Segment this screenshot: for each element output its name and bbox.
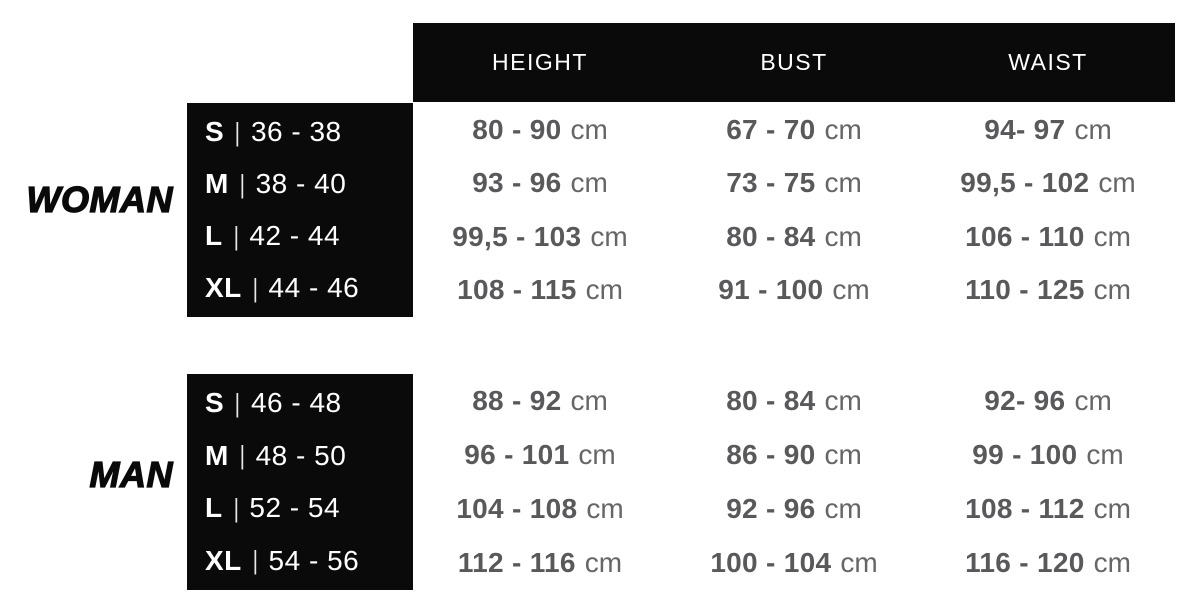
size-range: 44 - 46 [268, 272, 360, 303]
size-row [205, 106, 413, 158]
measurement-value: 73 - 75 [726, 167, 816, 199]
measurement-unit: cm [1074, 113, 1112, 145]
size-letter: S [205, 387, 225, 419]
size-letter: S [205, 116, 225, 147]
measurement-unit: cm [824, 113, 862, 145]
measurement-value: 67 - 70 [726, 113, 816, 145]
size-letter: L [205, 220, 223, 251]
measurement-value: 99 - 100 [972, 439, 1078, 470]
size-separator: | [252, 545, 258, 576]
measurement-unit: cm [832, 274, 870, 306]
size-range: 48 - 50 [255, 439, 347, 471]
measurement-cell-bust [667, 157, 921, 211]
measurement-cell-bust [667, 428, 921, 482]
measurement-cell-height [413, 536, 667, 590]
measurement-value: 94- 97 [984, 113, 1066, 145]
size-row [205, 210, 413, 262]
size-row [205, 430, 413, 483]
measurement-cell-waist [921, 103, 1175, 157]
measurement-cell-waist [921, 428, 1175, 482]
measurement-cell-waist [921, 536, 1175, 590]
measurement-unit: cm [1098, 167, 1136, 199]
measurement-value: 110 - 125 [965, 274, 1085, 306]
column-header-waist: WAIST [1008, 49, 1088, 75]
gender-label: WOMAN [26, 179, 173, 220]
measurement-cell-bust [667, 374, 921, 428]
measurement-value: 96 - 101 [464, 439, 570, 470]
measurement-value: 80 - 90 [472, 113, 562, 145]
size-box [187, 103, 413, 317]
size-separator: | [252, 272, 258, 303]
measurement-cell-waist [921, 374, 1175, 428]
measurement-value: 93 - 96 [472, 167, 562, 199]
measurement-cell-waist [921, 264, 1175, 318]
measurement-cell-height [413, 210, 667, 264]
measurement-value: 80 - 84 [726, 220, 816, 252]
size-separator: | [234, 387, 241, 418]
measurement-value: 86 - 90 [726, 439, 816, 470]
measurements-grid [413, 374, 1175, 590]
measurement-cell-height [413, 482, 667, 536]
measurement-value: 116 - 120 [965, 547, 1085, 578]
size-range: 38 - 40 [255, 168, 347, 199]
measurement-unit: cm [1093, 274, 1131, 306]
measurement-unit: cm [590, 220, 628, 252]
measurement-cell-bust [667, 536, 921, 590]
size-letter: L [205, 492, 223, 524]
measurement-cell-height [413, 374, 667, 428]
measurement-cell-waist [921, 210, 1175, 264]
measurement-value: 108 - 112 [965, 493, 1085, 524]
measurement-value: 106 - 110 [965, 220, 1085, 252]
measurement-unit: cm [840, 547, 878, 578]
measurement-value: 92 - 96 [726, 493, 816, 524]
size-letter: M [205, 439, 229, 471]
measurement-value: 108 - 115 [457, 274, 577, 306]
size-row [205, 377, 413, 430]
measurement-value: 91 - 100 [718, 274, 824, 306]
size-section [0, 103, 1200, 317]
measurement-cell-bust [667, 482, 921, 536]
size-separator: | [234, 116, 241, 147]
size-separator: | [239, 168, 245, 199]
measurement-unit: cm [570, 113, 608, 145]
measurement-value: 92- 96 [984, 385, 1066, 416]
measurement-unit: cm [570, 167, 608, 199]
measurement-value: 88 - 92 [472, 385, 562, 416]
measurement-value: 112 - 116 [457, 547, 576, 578]
size-separator: | [233, 220, 239, 251]
measurement-unit: cm [570, 385, 608, 416]
measurement-cell-height [413, 428, 667, 482]
size-row [205, 158, 413, 210]
measurement-value: 104 - 108 [456, 493, 578, 524]
size-range: 36 - 38 [250, 116, 342, 147]
measurement-unit: cm [824, 167, 862, 199]
measurement-cell-waist [921, 482, 1175, 536]
measurement-value: 99,5 - 103 [452, 220, 582, 252]
size-letter: M [205, 168, 229, 199]
measurement-unit: cm [584, 547, 623, 578]
size-section [0, 374, 1200, 590]
measurement-unit: cm [824, 439, 862, 470]
size-row [205, 482, 413, 535]
measurement-unit: cm [1093, 493, 1131, 524]
measurement-unit: cm [1093, 220, 1131, 252]
measurement-value: 99,5 - 102 [960, 167, 1090, 199]
measurement-unit: cm [1074, 385, 1112, 416]
measurement-unit: cm [578, 439, 616, 470]
measurement-cell-bust [667, 264, 921, 318]
measurement-unit: cm [1086, 439, 1124, 470]
measurement-unit: cm [824, 220, 862, 252]
measurement-cell-bust [667, 103, 921, 157]
measurement-unit: cm [586, 493, 624, 524]
measurement-header-bar [413, 23, 1175, 102]
measurement-cell-height [413, 264, 667, 318]
size-box [187, 374, 413, 590]
column-header-height: HEIGHT [492, 49, 588, 75]
measurement-cell-waist [921, 157, 1175, 211]
measurements-grid [413, 103, 1175, 317]
column-header-bust: BUST [760, 49, 828, 75]
size-letter: XL [205, 272, 242, 303]
measurement-cell-height [413, 103, 667, 157]
size-range: 54 - 56 [268, 544, 360, 576]
measurement-unit: cm [585, 274, 623, 306]
gender-label: MAN [89, 454, 173, 495]
measurement-unit: cm [1093, 547, 1131, 578]
size-range: 42 - 44 [249, 220, 341, 251]
measurement-cell-height [413, 157, 667, 211]
size-letter: XL [205, 544, 242, 576]
measurement-cell-bust [667, 210, 921, 264]
measurement-unit: cm [824, 385, 862, 416]
measurement-value: 80 - 84 [726, 385, 816, 416]
size-row [205, 535, 413, 588]
size-row [205, 262, 413, 314]
measurement-value: 100 - 104 [710, 547, 832, 578]
measurement-unit: cm [824, 493, 862, 524]
size-separator: | [239, 440, 245, 471]
size-range: 52 - 54 [249, 492, 341, 524]
size-range: 46 - 48 [250, 387, 342, 419]
size-separator: | [233, 492, 239, 523]
